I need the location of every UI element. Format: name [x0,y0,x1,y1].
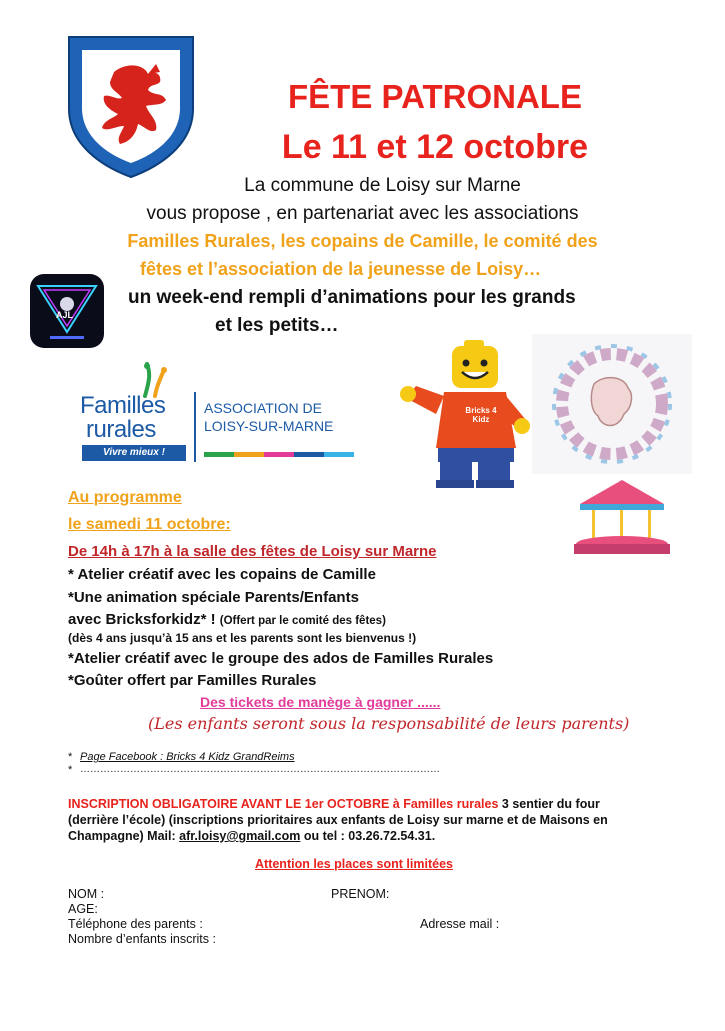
intro-line-1: La commune de Loisy sur Marne [244,175,521,196]
familles-rurales-logo [80,362,360,462]
familles-word: Familles [80,392,166,419]
registration-address: 3 sentier du four [498,797,600,811]
assoc-logo-line-2: LOISY-SUR-MARNE [204,418,334,434]
carousel-image [570,476,674,556]
children-circle-image [532,334,692,474]
program-item-3-main: avec Bricksforkidz* ! [68,611,220,628]
associations-line-2: fêtes et l’association de la jeunesse de Loisy… [140,259,542,279]
ajl-logo [30,274,104,348]
ajl-logo-text: AJL [56,310,74,320]
program-item-6: *Goûter offert par Familles Rurales [68,672,317,689]
intro-line-2: vous propose , en partenariat avec les associations [146,203,579,224]
form-age-label: AGE: [68,902,98,916]
lego-shirt-text: Bricks 4 Kidz [465,406,497,424]
logo-divider [194,392,196,462]
dotted-line: ……………………………………………………………………………………………… [80,764,440,775]
weekend-line-1: un week-end rempli d’animations pour les grands [128,287,576,308]
form-children-count-label: Nombre d’enfants inscrits : [68,932,216,946]
tickets-notice: Des tickets de manège à gagner ...... [200,694,441,710]
program-item-3 [68,611,386,628]
event-dates: Le 11 et 12 octobre [281,128,589,166]
registration-phone: ou tel : 03.26.72.54.31. [300,829,436,843]
program-heading: Au programme [68,489,182,506]
familles-tagline: Vivre mieux ! [82,445,186,461]
form-email-label: Adresse mail : [420,917,500,931]
registration-red-text: INSCRIPTION OBLIGATOIRE AVANT LE 1er OCTOBRE à Familles rurales [68,797,499,811]
form-telephone-label: Téléphone des parents : [68,917,203,931]
program-schedule: De 14h à 17h à la salle des fêtes de Loisy sur Marne [68,543,437,560]
weekend-line-2: et les petits… [215,315,339,336]
assoc-logo-line-1: ASSOCIATION DE [204,400,322,416]
program-item-5: *Atelier créatif avec le groupe des ados de Familles Rurales [68,650,494,667]
facebook-note: Page Facebook : Bricks 4 Kidz GrandReims [80,751,295,763]
registration-line-2: (derrière l’école) (inscriptions prioritaires aux enfants de Loisy sur marne et de Maisons en [68,813,608,827]
program-item-1: * Atelier créatif avec les copains de Camille [68,566,376,583]
note-star-2: * [68,764,73,776]
program-date: le samedi 11 octobre: [68,516,231,533]
page-title: FÊTE PATRONALE [288,78,582,115]
responsibility-notice: (Les enfants seront sous la responsabilité de leurs parents) [148,714,630,733]
registration-line-3-prefix: Champagne) Mail: [68,829,180,843]
registration-block [68,796,668,844]
places-limited-warning: Attention les places sont limitées [255,857,453,871]
form-nom-label: NOM : [68,887,105,901]
program-item-4: (dès 4 ans jusqu’à 15 ans et les parents sont les bienvenus !) [68,631,417,645]
program-item-2: *Une animation spéciale Parents/Enfants [68,589,359,606]
program-item-3-note: (Offert par le comité des fêtes) [219,615,386,627]
rurales-word: rurales [86,416,156,443]
color-stripe [204,452,354,457]
form-prenom-label: PRENOM: [331,887,390,901]
registration-email-link[interactable]: afr.loisy@gmail.com [179,829,301,843]
note-star-1: * [68,751,73,763]
associations-line-1: Familles Rurales, les copains de Camille, le comité des [127,231,598,251]
